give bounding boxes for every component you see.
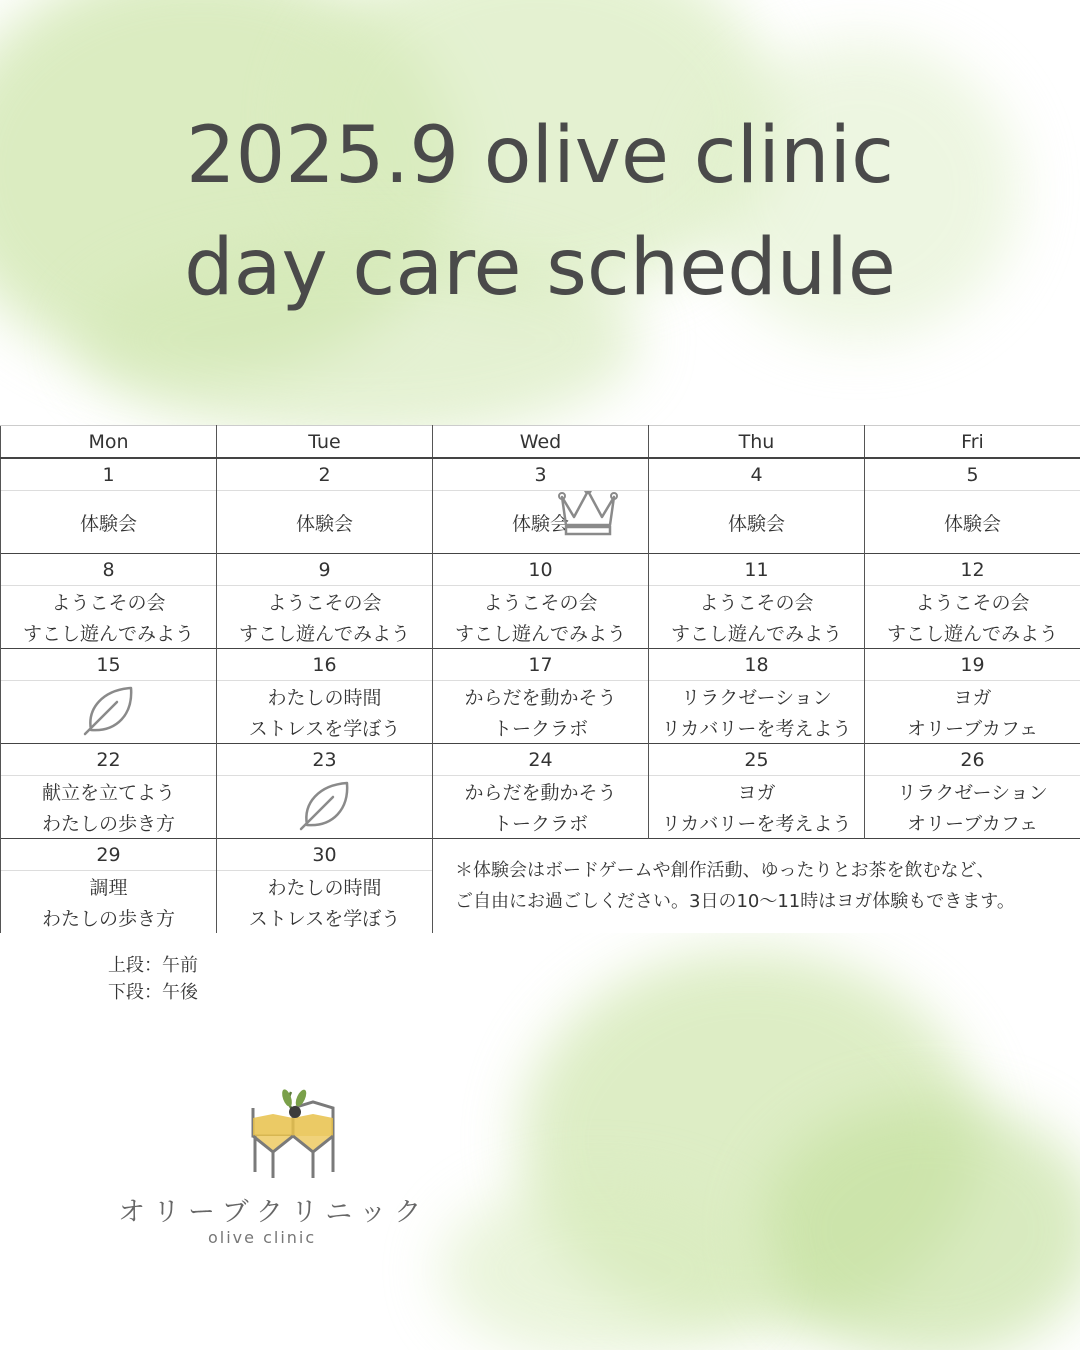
pm-activity: すこし遊んでみよう [433, 617, 649, 649]
am-activity: ヨガ [649, 776, 865, 808]
event-cell: 体験会 [217, 491, 433, 554]
pm-activity: ストレスを学ぼう [217, 902, 433, 933]
day-number: 12 [865, 554, 1080, 586]
week3-date-row [1, 649, 1080, 681]
title-line-2: day care schedule [184, 223, 896, 313]
am-activity: わたしの時間 [217, 871, 433, 903]
am-activity: リラクゼーション [649, 681, 865, 713]
am-activity: リラクゼーション [865, 776, 1080, 808]
day-number: 26 [865, 744, 1080, 776]
pm-activity: ストレスを学ぼう [217, 712, 433, 744]
day-number: 11 [649, 554, 865, 586]
pm-activity: リカバリーを考えよう [649, 712, 865, 744]
event-wrapper [512, 509, 569, 536]
event-cell: 体験会 [649, 491, 865, 554]
am-activity: ようこその会 [433, 586, 649, 618]
pm-activity: すこし遊んでみよう [1, 617, 217, 649]
day-number: 3 [433, 458, 649, 491]
week4-am-row [1, 776, 1080, 808]
weekday-tue: Tue [217, 426, 433, 459]
pm-activity: リカバリーを考えよう [649, 807, 865, 839]
logo-english-name: olive clinic [208, 1228, 317, 1247]
schedule-table [0, 425, 1080, 933]
pm-activity: すこし遊んでみよう [217, 617, 433, 649]
am-activity: 献立を立てよう [1, 776, 217, 808]
pm-activity: トークラボ [433, 807, 649, 839]
title-line-1: 2025.9 olive clinic [186, 111, 894, 201]
pm-activity: すこし遊んでみよう [865, 617, 1080, 649]
day-number: 8 [1, 554, 217, 586]
am-activity: ようこその会 [865, 586, 1080, 618]
day-number: 30 [217, 839, 433, 871]
weekday-wed: Wed [433, 426, 649, 459]
am-activity: ようこその会 [649, 586, 865, 618]
pm-activity: すこし遊んでみよう [649, 617, 865, 649]
day-number: 25 [649, 744, 865, 776]
day-number: 1 [1, 458, 217, 491]
logo-japanese-name: オリーブクリニック [118, 1197, 430, 1228]
weekday-mon: Mon [1, 426, 217, 459]
leaf-icon [81, 684, 137, 736]
week1-date-row [1, 458, 1080, 491]
am-activity: からだを動かそう [433, 681, 649, 713]
weekday-thu: Thu [649, 426, 865, 459]
am-activity: ヨガ [865, 681, 1080, 713]
holiday-cell [1, 681, 217, 744]
legend-upper: 上段：午前 [108, 955, 198, 976]
week4-date-row [1, 744, 1080, 776]
day-number: 5 [865, 458, 1080, 491]
day-number: 29 [1, 839, 217, 871]
am-activity: ようこその会 [217, 586, 433, 618]
day-number: 24 [433, 744, 649, 776]
day-number: 10 [433, 554, 649, 586]
pm-activity: わたしの歩き方 [1, 902, 217, 933]
day-number: 2 [217, 458, 433, 491]
day-number: 9 [217, 554, 433, 586]
page-title [0, 100, 1080, 324]
week2-pm-row [1, 617, 1080, 649]
crown-icon [558, 491, 618, 537]
pm-activity: わたしの歩き方 [1, 807, 217, 839]
note-line-1: ＊体験会はボードゲームや創作活動、ゆったりとお茶を飲むなど、 [455, 860, 995, 881]
schedule-note [433, 839, 1080, 934]
leaf-icon [297, 779, 353, 831]
week5-date-row [1, 839, 1080, 871]
day-number: 19 [865, 649, 1080, 681]
day-number: 4 [649, 458, 865, 491]
day-number: 22 [1, 744, 217, 776]
day-number: 23 [217, 744, 433, 776]
day-number: 15 [1, 649, 217, 681]
week2-am-row [1, 586, 1080, 618]
pm-activity: トークラボ [433, 712, 649, 744]
event-cell: 体験会 [1, 491, 217, 554]
week1-event-row [1, 491, 1080, 554]
event-cell [433, 491, 649, 554]
am-activity: わたしの時間 [217, 681, 433, 713]
day-number: 16 [217, 649, 433, 681]
week3-am-row [1, 681, 1080, 713]
pm-activity: オリーブカフェ [865, 712, 1080, 744]
event-cell: 体験会 [865, 491, 1080, 554]
day-number: 17 [433, 649, 649, 681]
week4-pm-row [1, 807, 1080, 839]
am-activity: からだを動かそう [433, 776, 649, 808]
day-number: 18 [649, 649, 865, 681]
time-legend [108, 952, 198, 1006]
week2-date-row [1, 554, 1080, 586]
olive-chairs-logo-icon [118, 1088, 408, 1184]
note-line-2: ご自由にお過ごしください。3日の10〜11時はヨガ体験もできます。 [455, 891, 1015, 912]
holiday-cell [217, 776, 433, 839]
pm-activity: オリーブカフェ [865, 807, 1080, 839]
am-activity: ようこその会 [1, 586, 217, 618]
weekday-fri: Fri [865, 426, 1080, 459]
event-label: 体験会 [511, 512, 569, 535]
am-activity: 調理 [1, 871, 217, 903]
weekday-header-row [1, 426, 1080, 459]
legend-lower: 下段：午後 [108, 982, 198, 1003]
